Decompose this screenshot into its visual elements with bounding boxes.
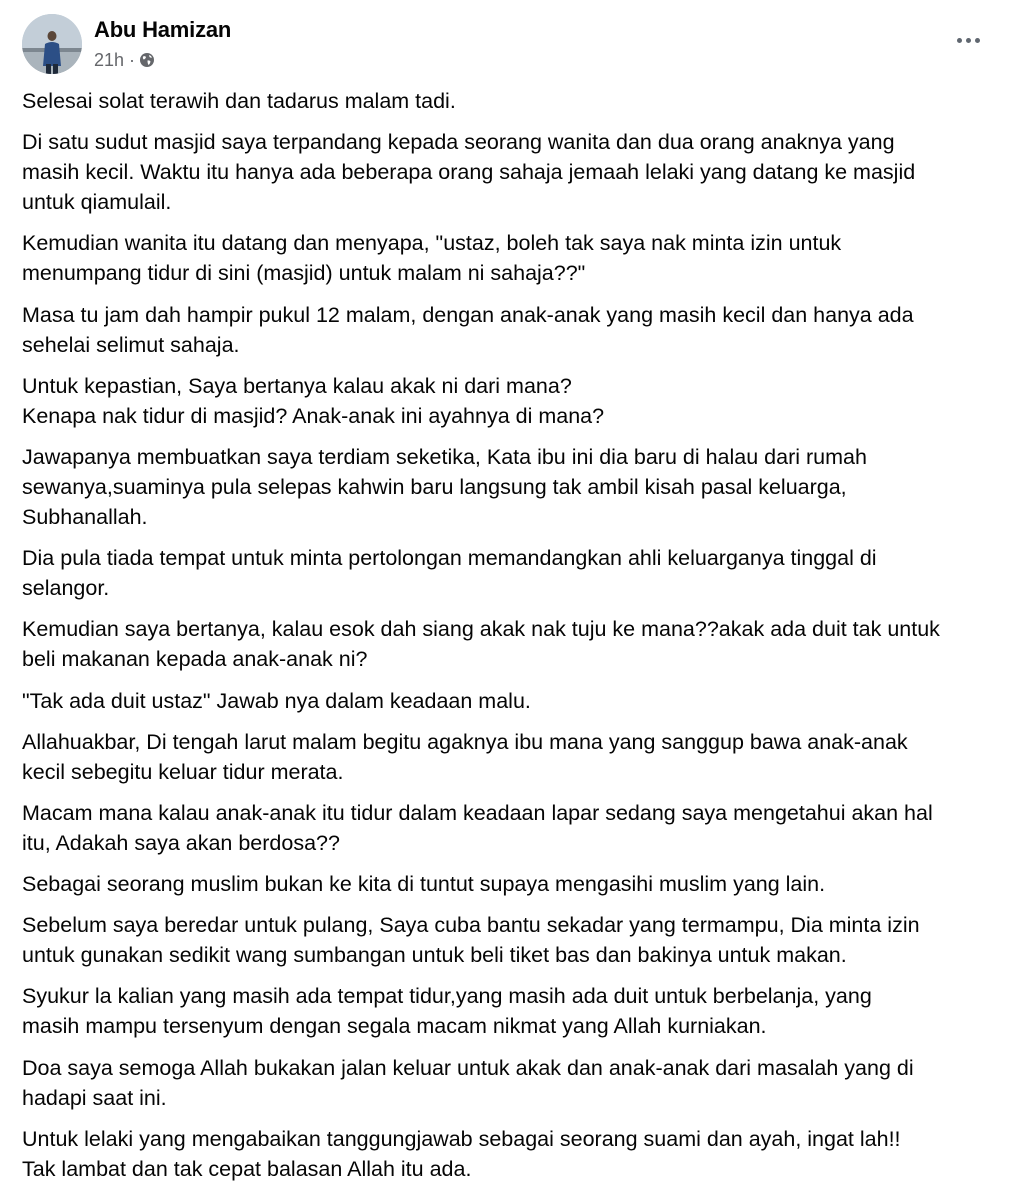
post-paragraph: Selesai solat terawih dan tadarus malam tadi. [22,89,456,113]
post-paragraph: "Tak ada duit ustaz" Jawab nya dalam keadaan malu. [22,688,531,713]
more-dot [975,38,980,43]
post-paragraph: Untuk lelaki yang mengabaikan tanggungjawab sebagai seorang suami dan ayah, ingat lah!! Tak lambat dan tak cepat balasan Allah itu ada. [22,1126,901,1181]
meta-separator: · [129,49,136,70]
post-paragraph: Di satu sudut masjid saya terpandang kepada seorang wanita dan dua orang anaknya yang masih kecil. Waktu itu hanya ada beberapa orang sahaja jemaah lelaki yang datang ke masjid untuk qiamulail. [22,130,916,215]
more-options-button[interactable] [950,28,986,52]
post-meta [94,50,155,70]
post-paragraph: Doa saya semoga Allah bukakan jalan keluar untuk akak dan anak-anak dari masalah yang di hadapi saat ini. [22,1055,914,1110]
author-name[interactable]: Abu Hamizan [94,17,232,42]
post-paragraph: Kemudian saya bertanya, kalau esok dah siang akak nak tuju ke mana??akak ada duit tak untuk beli makanan kepada anak-anak ni? [22,617,940,672]
post-paragraph: Masa tu jam dah hampir pukul 12 malam, dengan anak-anak yang masih kecil dan hanya ada sehelai selimut sahaja. [22,302,914,357]
post-paragraph: Sebelum saya beredar untuk pulang, Saya cuba bantu sekadar yang termampu, Dia minta izin untuk gunakan sedikit wang sumbangan untuk beli tiket bas dan bakinya untuk makan. [22,913,920,968]
post-timestamp[interactable]: 21h [94,49,125,70]
avatar[interactable] [22,14,82,74]
post-paragraph: Kemudian wanita itu datang dan menyapa, "ustaz, boleh tak saya nak minta izin untuk menumpang tidur di sini (masjid) untuk malam ni sahaja??" [22,231,842,286]
post-header [22,14,990,76]
globe-icon[interactable] [139,52,155,68]
post-paragraph: Macam mana kalau anak-anak itu tidur dalam keadaan lapar sedang saya mengetahui akan hal itu, Adakah saya akan berdosa?? [22,800,933,855]
post-text [22,86,1002,1195]
more-dot [966,38,971,43]
post-paragraph: Sebagai seorang muslim bukan ke kita di tuntut supaya mengasihi muslim yang lain. [22,872,826,897]
post-paragraph: Allahuakbar, Di tengah larut malam begitu agaknya ibu mana yang sanggup bawa anak-anak kecil sebegitu keluar tidur merata. [22,729,908,784]
post-paragraph: Untuk kepastian, Saya bertanya kalau akak ni dari mana? Kenapa nak tidur di masjid? Anak-anak ini ayahnya di mana? [22,373,605,428]
post-paragraph: Dia pula tiada tempat untuk minta pertolongan memandangkan ahli keluarganya tinggal di selangor. [22,546,877,601]
post-paragraph: Syukur la kalian yang masih ada tempat tidur,yang masih ada duit untuk berbelanja, yang masih mampu tersenyum dengan segala macam nikmat yang Allah kurniakan. [22,984,872,1039]
post-paragraph: Jawapanya membuatkan saya terdiam seketika, Kata ibu ini dia baru di halau dari rumah sewanya,suaminya pula selepas kahwin baru langsung tak ambil kisah pasal keluarga, Subhanallah. [22,444,867,529]
more-horizontal-icon [957,38,962,43]
avatar-photo [22,14,82,74]
